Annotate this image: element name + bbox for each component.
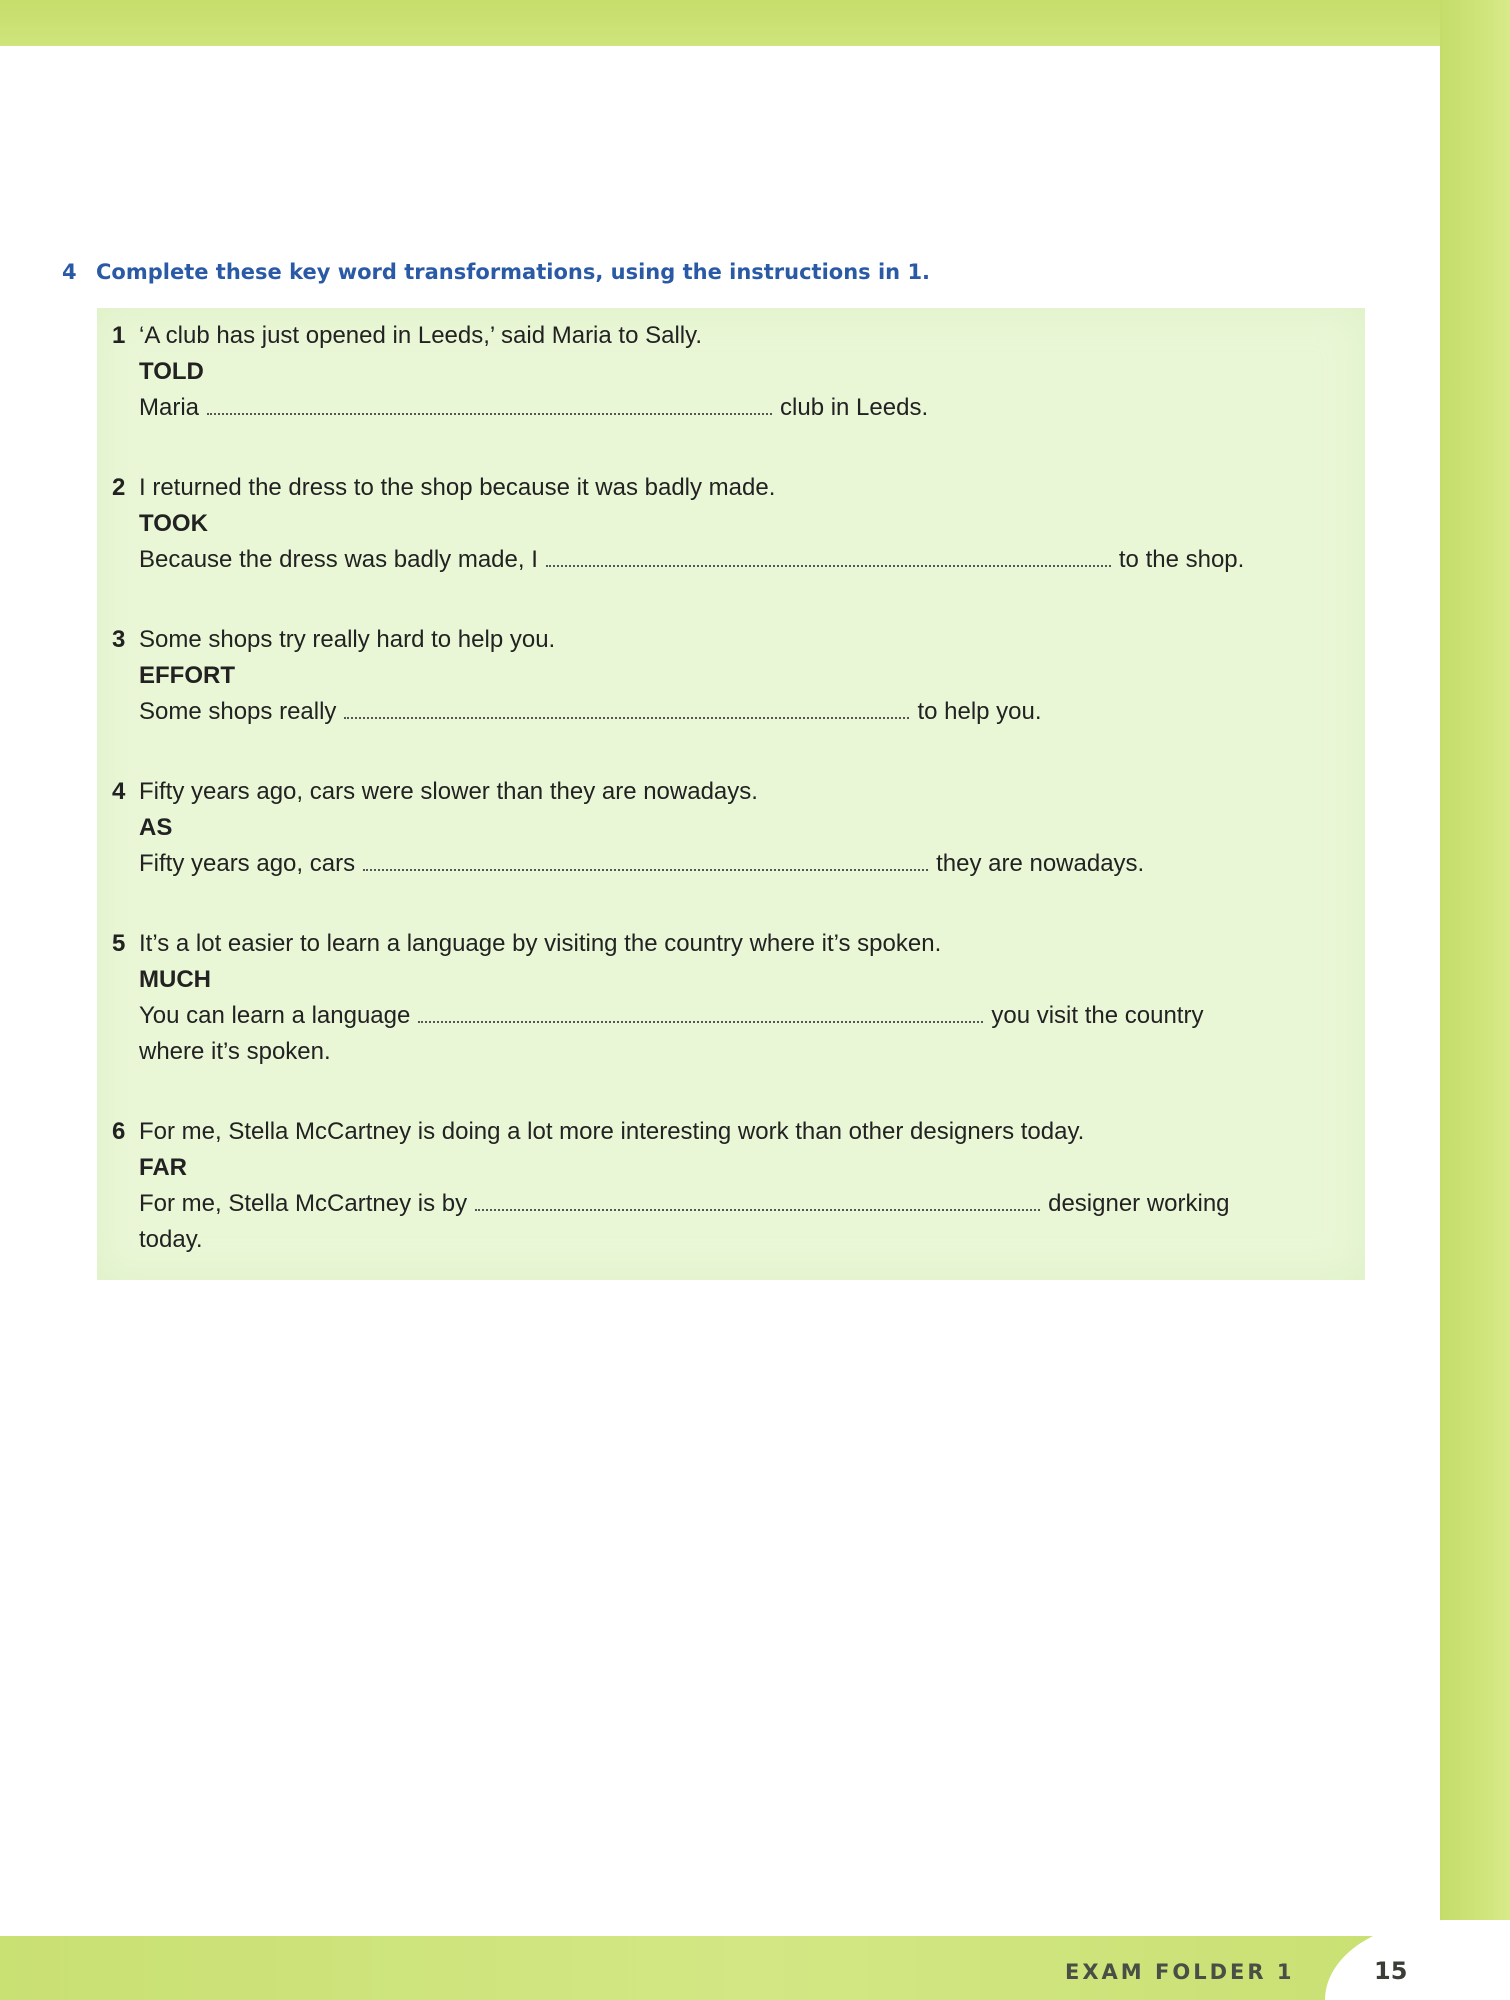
section-label: EXAM FOLDER 1 <box>1065 1960 1295 1984</box>
answer-gap[interactable] <box>344 716 909 719</box>
item-number: 6 <box>112 1118 126 1145</box>
gap-before-text: Because the dress was badly made, I <box>139 546 538 573</box>
gapped-sentence-continuation: where it’s spoken. <box>139 1038 331 1065</box>
gapped-sentence <box>139 1186 1230 1222</box>
item-number: 1 <box>112 322 126 349</box>
gapped-sentence <box>139 998 1203 1034</box>
answer-gap[interactable] <box>363 868 928 871</box>
answer-gap[interactable] <box>546 564 1111 567</box>
answer-gap[interactable] <box>207 412 772 415</box>
gap-after-text: you visit the country <box>991 1002 1204 1029</box>
gap-before-text: Maria <box>139 394 200 421</box>
original-sentence: It’s a lot easier to learn a language by visiting the country where it’s spoken. <box>139 930 942 957</box>
original-sentence: ‘A club has just opened in Leeds,’ said Maria to Sally. <box>139 322 702 349</box>
key-word: FAR <box>139 1154 187 1181</box>
key-word: TOLD <box>139 358 204 385</box>
key-word: AS <box>139 814 173 841</box>
item-number: 5 <box>112 930 126 957</box>
original-sentence: I returned the dress to the shop because it was badly made. <box>139 474 776 501</box>
gap-before-text: Fifty years ago, cars <box>139 850 356 877</box>
item-number: 2 <box>112 474 126 501</box>
gap-after-text: club in Leeds. <box>780 394 929 421</box>
item-number: 4 <box>112 778 126 805</box>
answer-gap[interactable] <box>418 1020 983 1023</box>
gap-after-text: to the shop. <box>1118 546 1245 573</box>
key-word: MUCH <box>139 966 211 993</box>
item-number: 3 <box>112 626 126 653</box>
gapped-sentence <box>139 694 1042 730</box>
gap-after-text: to help you. <box>917 698 1042 725</box>
exercise-heading <box>62 260 930 284</box>
exercise-instruction: Complete these key word transformations, using the instructions in 1. <box>96 260 931 284</box>
gap-after-text: designer working <box>1048 1190 1230 1217</box>
gap-after-text: they are nowadays. <box>936 850 1145 877</box>
key-word: EFFORT <box>139 662 235 689</box>
gap-before-text: Some shops really <box>139 698 337 725</box>
gapped-sentence-continuation: today. <box>139 1226 203 1253</box>
gapped-sentence <box>139 390 928 426</box>
page-number: 15 <box>1374 1957 1408 1985</box>
gapped-sentence <box>139 542 1244 578</box>
original-sentence: Fifty years ago, cars were slower than they are nowadays. <box>139 778 758 805</box>
answer-gap[interactable] <box>475 1208 1040 1211</box>
original-sentence: For me, Stella McCartney is doing a lot more interesting work than other designers today. <box>139 1118 1085 1145</box>
original-sentence: Some shops try really hard to help you. <box>139 626 556 653</box>
key-word: TOOK <box>139 510 208 537</box>
exercise-number: 4 <box>62 260 77 284</box>
gap-before-text: You can learn a language <box>139 1002 411 1029</box>
gap-before-text: For me, Stella McCartney is by <box>139 1190 468 1217</box>
exercise-panel <box>97 308 1365 1280</box>
top-margin-band <box>0 0 1440 46</box>
right-margin-band <box>1440 0 1510 2000</box>
gapped-sentence <box>139 846 1144 882</box>
